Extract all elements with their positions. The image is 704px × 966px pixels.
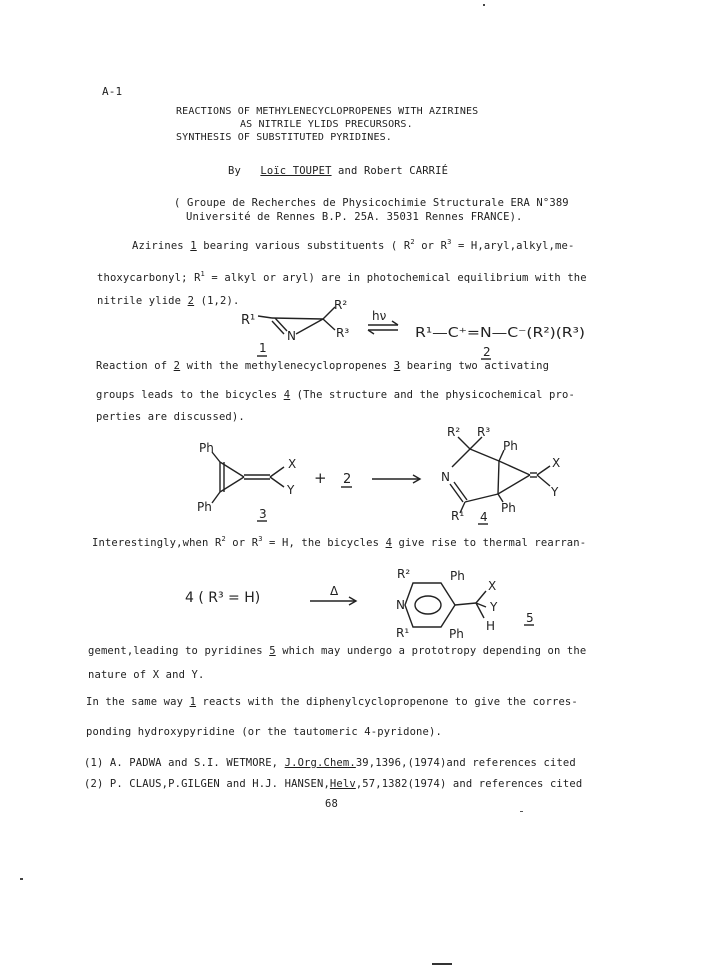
- compound-ref: 2: [187, 295, 195, 307]
- text: bearing various substituents ( R: [203, 240, 411, 252]
- compound-ref: 1: [189, 696, 197, 708]
- compound-5-label: 5: [526, 611, 534, 625]
- aromatic-ring-circle: [415, 596, 441, 614]
- scan-dot: [520, 811, 523, 812]
- journal-name: J.Org.Chem.: [284, 757, 356, 769]
- para2-line-3: perties are discussed).: [96, 411, 245, 423]
- r2-label: R²: [447, 425, 461, 439]
- text: nitrile ylide: [97, 295, 182, 307]
- text: (The structure and the physicochemical pro-: [296, 389, 575, 401]
- text: Reaction of: [96, 360, 168, 372]
- hv-label: hν: [372, 309, 387, 323]
- n-label: N: [396, 598, 405, 612]
- ph-label: Ph: [197, 500, 212, 514]
- text: 39,1396,(1974)and references cited: [355, 757, 576, 769]
- h-label: H: [486, 619, 496, 633]
- x-label: X: [288, 457, 297, 471]
- superscript: 2: [221, 535, 226, 543]
- text: bearing two activating: [406, 360, 550, 372]
- x-label: X: [488, 579, 497, 593]
- n-label: N: [287, 329, 296, 343]
- bond: [476, 591, 486, 603]
- compound-ref: 1: [190, 240, 197, 252]
- ph-label: Ph: [503, 439, 518, 453]
- journal-name: Helv: [329, 778, 356, 790]
- text: Azirines: [132, 240, 184, 252]
- y-label: Y: [551, 485, 559, 499]
- scan-dot: [483, 4, 485, 6]
- superscript: 2: [410, 238, 415, 246]
- compound-1-label: 1: [259, 341, 267, 355]
- ph-label: Ph: [450, 569, 465, 583]
- text: gement,leading to pyridines: [88, 645, 263, 657]
- title-line-2: AS NITRILE YLIDS PRECURSORS.: [240, 119, 413, 130]
- text: reacts with the diphenylcyclopropenone to give the corres-: [202, 696, 578, 708]
- bond: [455, 603, 476, 605]
- r3-label: R³: [477, 425, 491, 439]
- nitrile-ylide-formula: R¹—C⁺=N—C⁻(R²)(R³): [415, 325, 585, 341]
- compound-4-label: 4: [480, 510, 488, 524]
- superscript: 3: [447, 238, 452, 246]
- and-label: and: [338, 165, 358, 177]
- by-label: By: [228, 165, 241, 177]
- compound-3-label: 3: [259, 507, 267, 521]
- compound-ref: 2: [173, 360, 181, 372]
- text: with the methylenecyclopropenes: [186, 360, 388, 372]
- text: which may undergo a prototropy depending on the: [282, 645, 587, 657]
- text: = H, the bicycles: [269, 537, 380, 549]
- ph-label: Ph: [449, 627, 464, 641]
- superscript: 3: [258, 535, 263, 543]
- text: (1) A. PADWA and S.I. WETMORE,: [84, 757, 279, 769]
- y-label: Y: [287, 483, 295, 497]
- compound-ref: 4: [283, 389, 291, 401]
- r3-label: R³: [336, 326, 350, 340]
- para4-line-1: [88, 645, 586, 657]
- r2-label: R²: [334, 298, 348, 312]
- text: thoxycarbonyl; R: [97, 272, 201, 284]
- author-1: Loïc TOUPET: [260, 165, 332, 177]
- superscript: 1: [200, 270, 205, 278]
- text: Interestingly,when R: [92, 537, 222, 549]
- reactant-label: 4 ( R³ = H): [185, 590, 261, 606]
- affiliation-line-2: Université de Rennes B.P. 25A. 35031 Rennes FRANCE).: [186, 211, 523, 223]
- n-label: N: [441, 470, 450, 484]
- text: or R: [421, 240, 448, 252]
- author-2: Robert CARRIÉ: [363, 165, 449, 177]
- text: groups leads to the bicycles: [96, 389, 278, 401]
- compound-ref: 4: [385, 537, 393, 549]
- text: (1,2).: [200, 295, 240, 307]
- compound-ref: 3: [393, 360, 401, 372]
- affiliation-line-1: ( Groupe de Recherches de Physicochimie Structurale ERA N°389: [174, 197, 569, 209]
- reagent-2-label: 2: [343, 472, 352, 487]
- title-line-3: SYNTHESIS OF SUBSTITUTED PYRIDINES.: [176, 132, 392, 143]
- compound-2-label: 2: [483, 345, 491, 359]
- pyridine-ring: [405, 583, 455, 627]
- text: In the same way: [86, 696, 184, 708]
- r2-label: R²: [397, 567, 411, 581]
- compound-ref: 5: [269, 645, 276, 657]
- scan-dot: [20, 878, 23, 880]
- text: or R: [232, 537, 259, 549]
- delta-label: Δ: [330, 584, 339, 598]
- r1-label: R¹: [241, 313, 256, 328]
- reference-2: [84, 778, 582, 790]
- reference-1: [84, 757, 576, 769]
- r1-label: R¹: [451, 509, 465, 523]
- ph-label: Ph: [199, 441, 214, 455]
- page-id: A-1: [102, 85, 123, 98]
- text: = H,aryl,alkyl,me-: [457, 240, 575, 252]
- para5-line-1: [86, 696, 578, 708]
- text: give rise to thermal rearran-: [398, 537, 587, 549]
- para4-line-2: nature of X and Y.: [88, 669, 205, 681]
- scan-mark: [432, 963, 452, 965]
- r1-label: R¹: [396, 626, 410, 640]
- x-label: X: [552, 456, 561, 470]
- ph-label: Ph: [501, 501, 516, 515]
- para5-line-2: ponding hydroxypyridine (or the tautomeric 4-pyridone).: [86, 726, 442, 738]
- title-line-1: REACTIONS OF METHYLENECYCLOPROPENES WITH AZIRINES: [176, 106, 479, 117]
- text: (2) P. CLAUS,P.GILGEN and H.J. HANSEN,: [84, 778, 330, 790]
- text: = alkyl or aryl) are in photochemical equilibrium with the: [211, 272, 587, 284]
- plus-sign: +: [314, 469, 327, 487]
- text: ,57,1382(1974) and references cited: [355, 778, 583, 790]
- page-number: 68: [325, 798, 338, 810]
- y-label: Y: [490, 600, 498, 614]
